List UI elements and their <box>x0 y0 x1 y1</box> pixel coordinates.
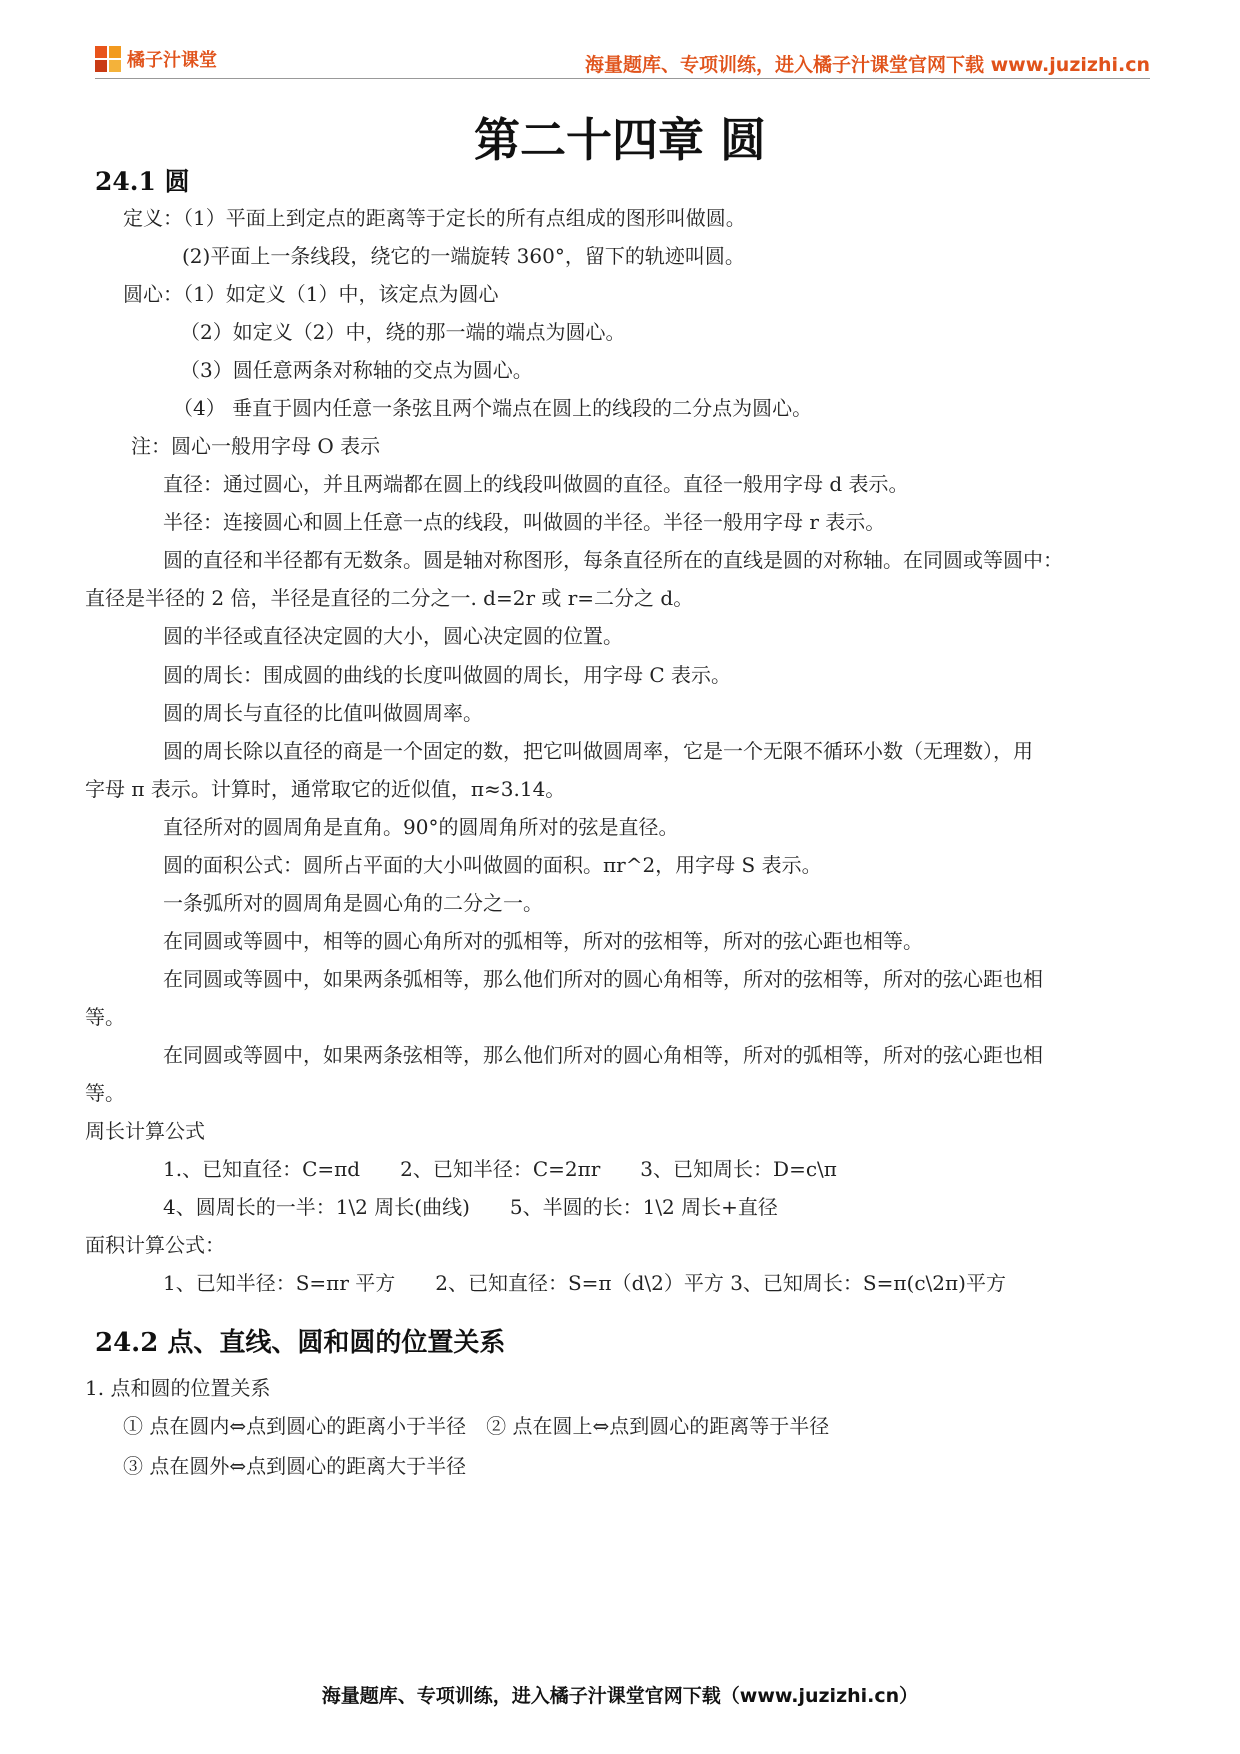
paragraph-line: 圆的周长：围成圆的曲线的长度叫做圆的周长，用字母 C 表示。 <box>163 663 732 687</box>
perimeter-formula-line-1: 1.、已知直径：C=πd 2、已知半径：C=2πr 3、已知周长：D=c\π <box>163 1157 837 1181</box>
paragraph-line: 等。 <box>85 1005 125 1029</box>
note-line: 注：圆心一般用字母 O 表示 <box>131 434 381 458</box>
brand-logo <box>95 46 217 72</box>
paragraph-line: 一条弧所对的圆周角是圆心角的二分之一。 <box>163 891 543 915</box>
definition-line-1: 定义：（1）平面上到定点的距离等于定长的所有点组成的图形叫做圆。 <box>123 206 746 230</box>
subsection-heading: 1. 点和圆的位置关系 <box>85 1376 271 1400</box>
page-header <box>95 40 1150 79</box>
logo-icon <box>95 46 121 72</box>
definition-line-2: (2)平面上一条线段，绕它的一端旋转 360°，留下的轨迹叫圆。 <box>182 244 745 268</box>
relation-line: ① 点在圆内⇔点到圆心的距离小于半径 ② 点在圆上⇔点到圆心的距离等于半径 <box>123 1414 830 1438</box>
radius-line: 半径：连接圆心和圆上任意一点的线段，叫做圆的半径。半径一般用字母 r 表示。 <box>163 510 886 534</box>
page-footer: 海量题库、专项训练，进入橘子汁课堂官网下载（www.juzizhi.cn） <box>321 1685 919 1707</box>
header-tagline: 海量题库、专项训练，进入橘子汁课堂官网下载 www.juzizhi.cn <box>585 54 1150 76</box>
paragraph-line: 圆的半径或直径决定圆的大小，圆心决定圆的位置。 <box>163 624 623 648</box>
paragraph-line: 字母 π 表示。计算时，通常取它的近似值，π≈3.14。 <box>85 777 566 801</box>
center-line-4: （4） 垂直于圆内任意一条弦且两个端点在圆上的线段的二分点为圆心。 <box>173 396 813 420</box>
area-formula-heading: 面积计算公式： <box>85 1233 225 1257</box>
paragraph-line: 直径所对的圆周角是直角。90°的圆周角所对的弦是直径。 <box>163 815 679 839</box>
paragraph-line: 在同圆或等圆中，相等的圆心角所对的弧相等，所对的弦相等，所对的弦心距也相等。 <box>163 929 923 953</box>
perimeter-formula-line-2: 4、圆周长的一半：1\2 周长(曲线) 5、半圆的长：1\2 周长+直径 <box>163 1195 778 1219</box>
logo-text: 橘子汁课堂 <box>127 50 217 71</box>
paragraph-line: 等。 <box>85 1081 125 1105</box>
paragraph-line: 直径是半径的 2 倍，半径是直径的二分之一. d=2r 或 r=二分之 d。 <box>85 586 694 610</box>
page-title: 第二十四章 圆 <box>473 113 766 167</box>
diameter-line: 直径：通过圆心，并且两端都在圆上的线段叫做圆的直径。直径一般用字母 d 表示。 <box>163 472 909 496</box>
paragraph-line: 圆的面积公式：圆所占平面的大小叫做圆的面积。πr^2，用字母 S 表示。 <box>163 853 822 877</box>
paragraph-line: 圆的直径和半径都有无数条。圆是轴对称图形，每条直径所在的直线是圆的对称轴。在同圆或等圆中： <box>163 548 1063 572</box>
paragraph-line: 在同圆或等圆中，如果两条弦相等，那么他们所对的圆心角相等，所对的弧相等，所对的弦心距也相 <box>163 1043 1043 1067</box>
center-line-3: （3）圆任意两条对称轴的交点为圆心。 <box>180 358 533 382</box>
center-line-1: 圆心：（1）如定义（1）中，该定点为圆心 <box>123 282 499 306</box>
section-heading-24-2: 24.2 点、直线、圆和圆的位置关系 <box>95 1328 506 1358</box>
paragraph-line: 圆的周长除以直径的商是一个固定的数，把它叫做圆周率，它是一个无限不循环小数（无理数），用 <box>163 739 1033 763</box>
area-formula-line: 1、已知半径：S=πr 平方 2、已知直径：S=π（d\2）平方 3、已知周长：S=π(c\2π)平方 <box>163 1271 1006 1295</box>
perimeter-formula-heading: 周长计算公式 <box>85 1119 205 1143</box>
section-heading-24-1: 24.1 圆 <box>95 167 190 196</box>
relation-line: ③ 点在圆外⇔点到圆心的距离大于半径 <box>123 1454 467 1478</box>
center-line-2: （2）如定义（2）中，绕的那一端的端点为圆心。 <box>180 320 626 344</box>
paragraph-line: 圆的周长与直径的比值叫做圆周率。 <box>163 701 483 725</box>
paragraph-line: 在同圆或等圆中，如果两条弧相等，那么他们所对的圆心角相等，所对的弦相等，所对的弦心距也相 <box>163 967 1043 991</box>
